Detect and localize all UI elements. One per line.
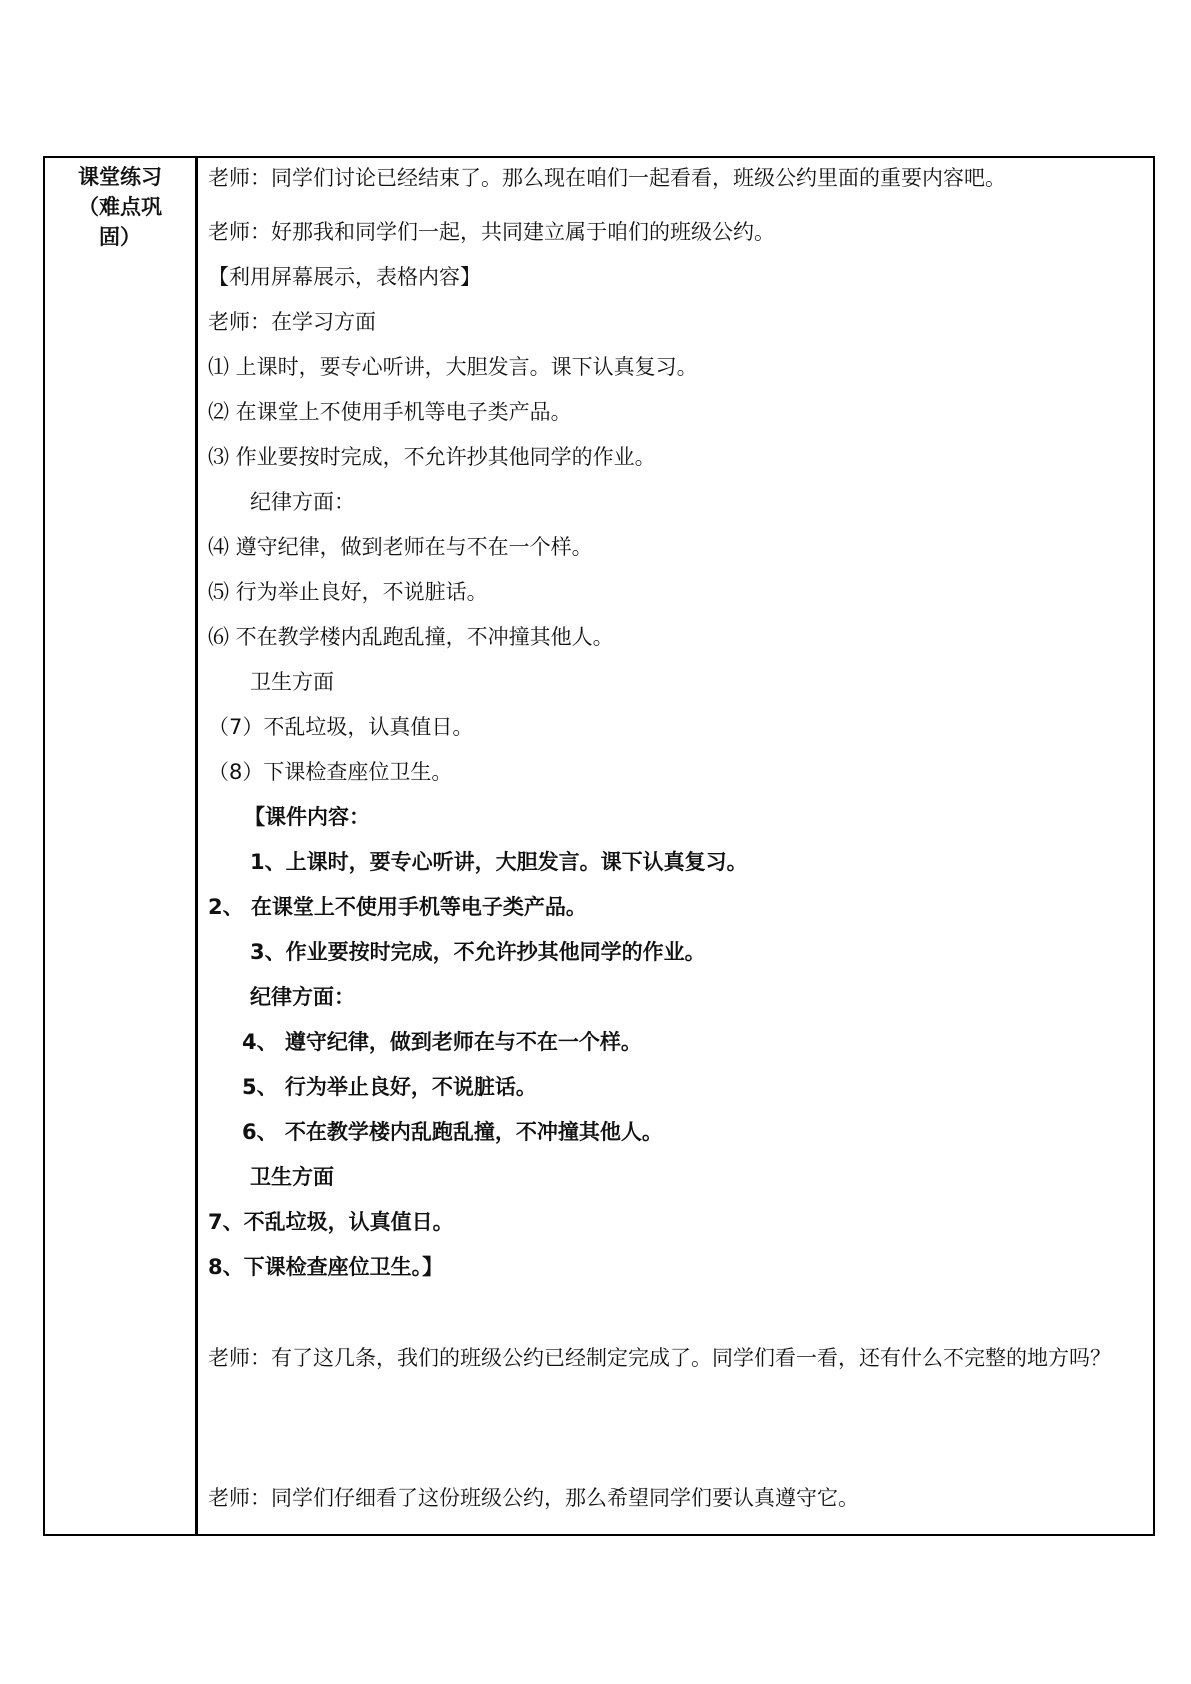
rule-item-1: ⑴ 上课时，要专心听讲，大胆发言。课下认真复习。	[208, 355, 698, 379]
courseware-item-7: 7、不乱垃圾，认真值日。	[208, 1210, 454, 1234]
section-discipline: 纪律方面：	[250, 490, 355, 514]
rule-item-3: ⑶ 作业要按时完成，不允许抄其他同学的作业。	[208, 445, 656, 469]
courseware-item-1: 1、上课时，要专心听讲，大胆发言。课下认真复习。	[250, 850, 748, 874]
courseware-item-2: 2、 在课堂上不使用手机等电子类产品。	[208, 895, 587, 919]
row-label-line-3: 固）	[99, 225, 141, 249]
rule-item-5: ⑸ 行为举止良好，不说脏话。	[208, 580, 488, 604]
row-label-cell	[45, 158, 195, 252]
courseware-heading: 【课件内容：	[244, 805, 370, 829]
courseware-item-6: 6、 不在教学楼内乱跑乱撞，不冲撞其他人。	[242, 1120, 663, 1144]
rule-item-2: ⑵ 在课堂上不使用手机等电子类产品。	[208, 400, 572, 424]
courseware-section-hygiene: 卫生方面	[250, 1165, 334, 1189]
courseware-item-5: 5、 行为举止良好，不说脏话。	[242, 1075, 537, 1099]
teacher-line-5: 老师：同学们仔细看了这份班级公约，那么希望同学们要认真遵守它。	[208, 1486, 859, 1510]
teacher-line-2: 老师：好那我和同学们一起，共同建立属于咱们的班级公约。	[208, 220, 775, 244]
rule-item-6: ⑹ 不在教学楼内乱跑乱撞，不冲撞其他人。	[208, 625, 614, 649]
courseware-item-8: 8、下课检查座位卫生。】	[208, 1255, 444, 1279]
column-divider	[195, 158, 198, 1534]
teacher-line-1: 老师：同学们讨论已经结束了。那么现在咱们一起看看，班级公约里面的重要内容吧。	[208, 166, 1006, 190]
courseware-item-4: 4、 遵守纪律，做到老师在与不在一个样。	[242, 1030, 642, 1054]
screen-note: 【利用屏幕展示，表格内容】	[208, 265, 481, 289]
rule-item-4: ⑷ 遵守纪律，做到老师在与不在一个样。	[208, 535, 593, 559]
section-hygiene: 卫生方面	[250, 670, 334, 694]
teacher-line-4: 老师：有了这几条，我们的班级公约已经制定完成了。同学们看一看，还有什么不完整的地方吗？	[208, 1346, 1111, 1370]
rule-item-8: （8）下课检查座位卫生。	[208, 760, 453, 784]
row-label-line-2: （难点巩	[78, 195, 162, 219]
rule-item-7: （7）不乱垃圾，认真值日。	[208, 715, 474, 739]
row-label-line-1: 课堂练习	[78, 165, 162, 189]
teacher-line-3: 老师：在学习方面	[208, 310, 376, 334]
courseware-item-3: 3、作业要按时完成，不允许抄其他同学的作业。	[250, 940, 706, 964]
lesson-table	[43, 156, 1155, 1536]
courseware-section-discipline: 纪律方面：	[250, 985, 355, 1009]
